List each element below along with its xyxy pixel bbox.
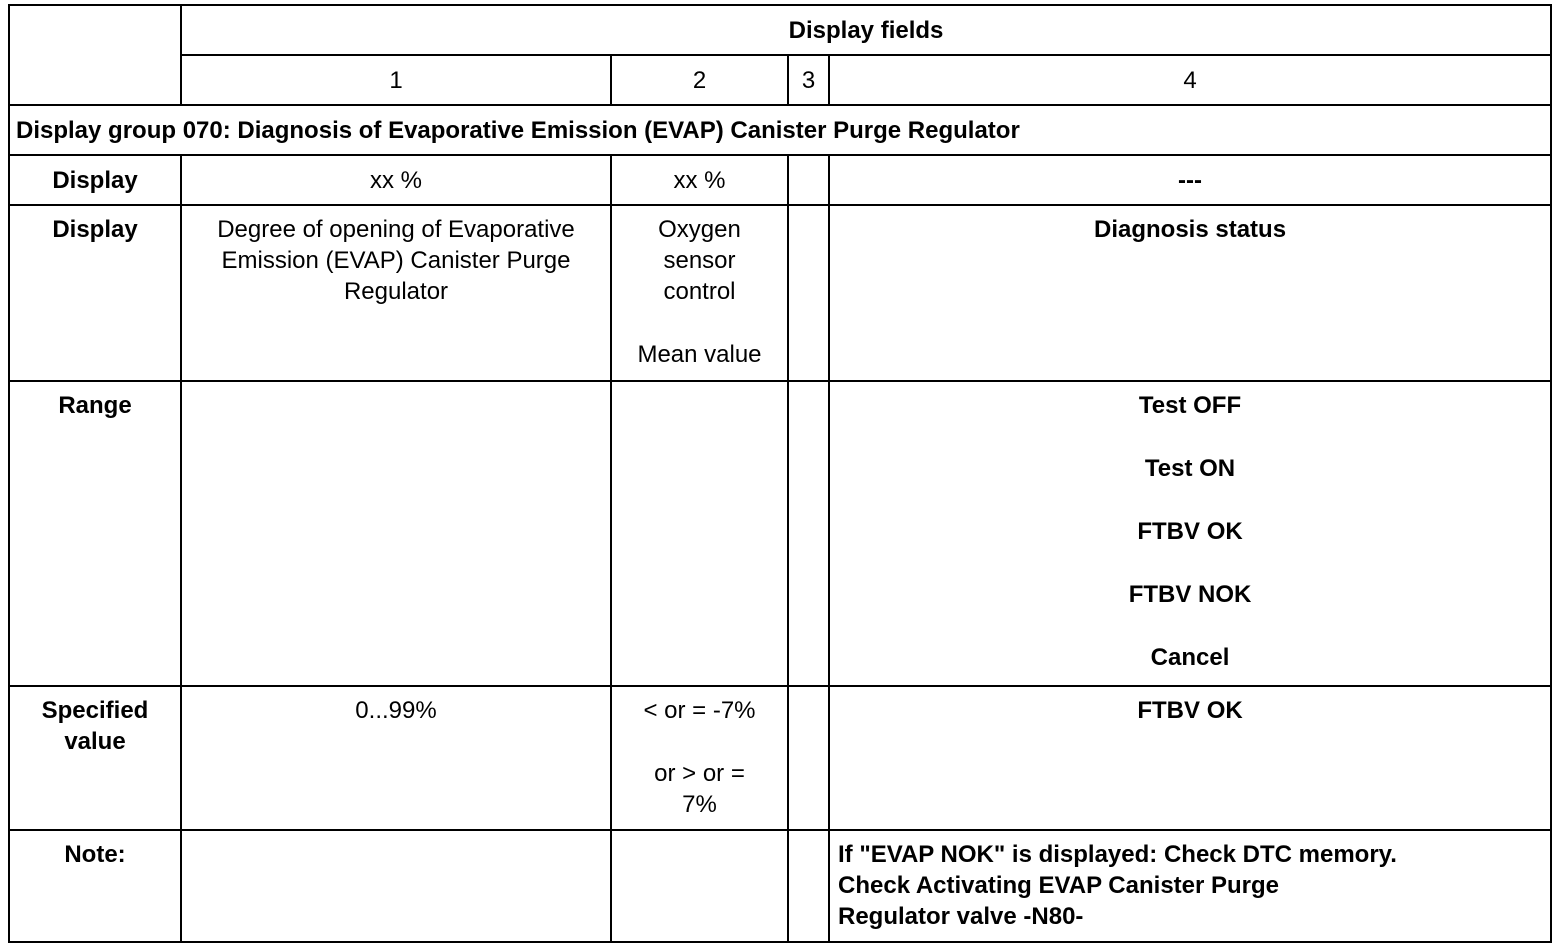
display-desc-field-4: Diagnosis status — [829, 205, 1551, 381]
table-row — [9, 381, 1551, 686]
display-desc-field-2 — [611, 205, 788, 381]
corner-cell — [9, 5, 181, 105]
table-row — [9, 830, 1551, 942]
range-value: FTBV OK — [1137, 518, 1243, 545]
display-desc-field-2-extra: Mean value — [637, 341, 762, 368]
display-units-field-4: --- — [829, 155, 1551, 205]
note-field-1 — [181, 830, 611, 942]
display-desc-field-1-text: Degree of opening of Evaporative Emission (EVAP) Canister Purge Regulator — [217, 216, 575, 305]
specified-field-2 — [611, 686, 788, 830]
header-row-title — [9, 5, 1551, 55]
row-label-specified-value — [9, 686, 181, 830]
display-units-field-1: xx % — [181, 155, 611, 205]
display-desc-field-2-text: Oxygen sensor control — [658, 216, 741, 305]
display-units-field-2: xx % — [611, 155, 788, 205]
range-field-4 — [829, 381, 1551, 686]
specified-field-4: FTBV OK — [829, 686, 1551, 830]
field-number-4: 4 — [829, 55, 1551, 105]
range-value: Cancel — [1150, 644, 1230, 671]
note-line: If "EVAP NOK" is displayed: Check DTC memory. — [838, 841, 1397, 868]
group-title: Display group 070: Diagnosis of Evaporative Emission (EVAP) Canister Purge Regulator — [9, 105, 1551, 155]
note-field-3 — [788, 830, 829, 942]
field-number-2: 2 — [611, 55, 788, 105]
table-row — [9, 205, 1551, 381]
note-field-2 — [611, 830, 788, 942]
range-value: FTBV NOK — [1128, 581, 1252, 608]
display-desc-field-3 — [788, 205, 829, 381]
row-label-display: Display — [9, 155, 181, 205]
range-field-2 — [611, 381, 788, 686]
row-label-note: Note: — [9, 830, 181, 942]
field-number-1: 1 — [181, 55, 611, 105]
specified-field-1: 0...99% — [181, 686, 611, 830]
table-row — [9, 686, 1551, 830]
specified-field-2-text: < or = -7% — [643, 697, 756, 724]
range-value: Test OFF — [1138, 392, 1242, 419]
specified-value-label: Specified value — [41, 697, 149, 755]
field-number-3: 3 — [788, 55, 829, 105]
range-field-1 — [181, 381, 611, 686]
row-label-display: Display — [9, 205, 181, 381]
specified-field-3 — [788, 686, 829, 830]
specified-field-2-extra: or > or = 7% — [654, 760, 745, 818]
display-units-field-3 — [788, 155, 829, 205]
table-row — [9, 155, 1551, 205]
range-value: Test ON — [1144, 455, 1236, 482]
group-title-row — [9, 105, 1551, 155]
display-group-table — [8, 4, 1552, 943]
display-desc-field-1 — [181, 205, 611, 381]
row-label-range: Range — [9, 381, 181, 686]
header-row-numbers — [9, 55, 1551, 105]
display-fields-header: Display fields — [181, 5, 1551, 55]
note-field-4 — [829, 830, 1551, 942]
note-line: Regulator valve -N80- — [838, 903, 1084, 930]
range-field-3 — [788, 381, 829, 686]
note-line: Check Activating EVAP Canister Purge — [838, 872, 1280, 899]
